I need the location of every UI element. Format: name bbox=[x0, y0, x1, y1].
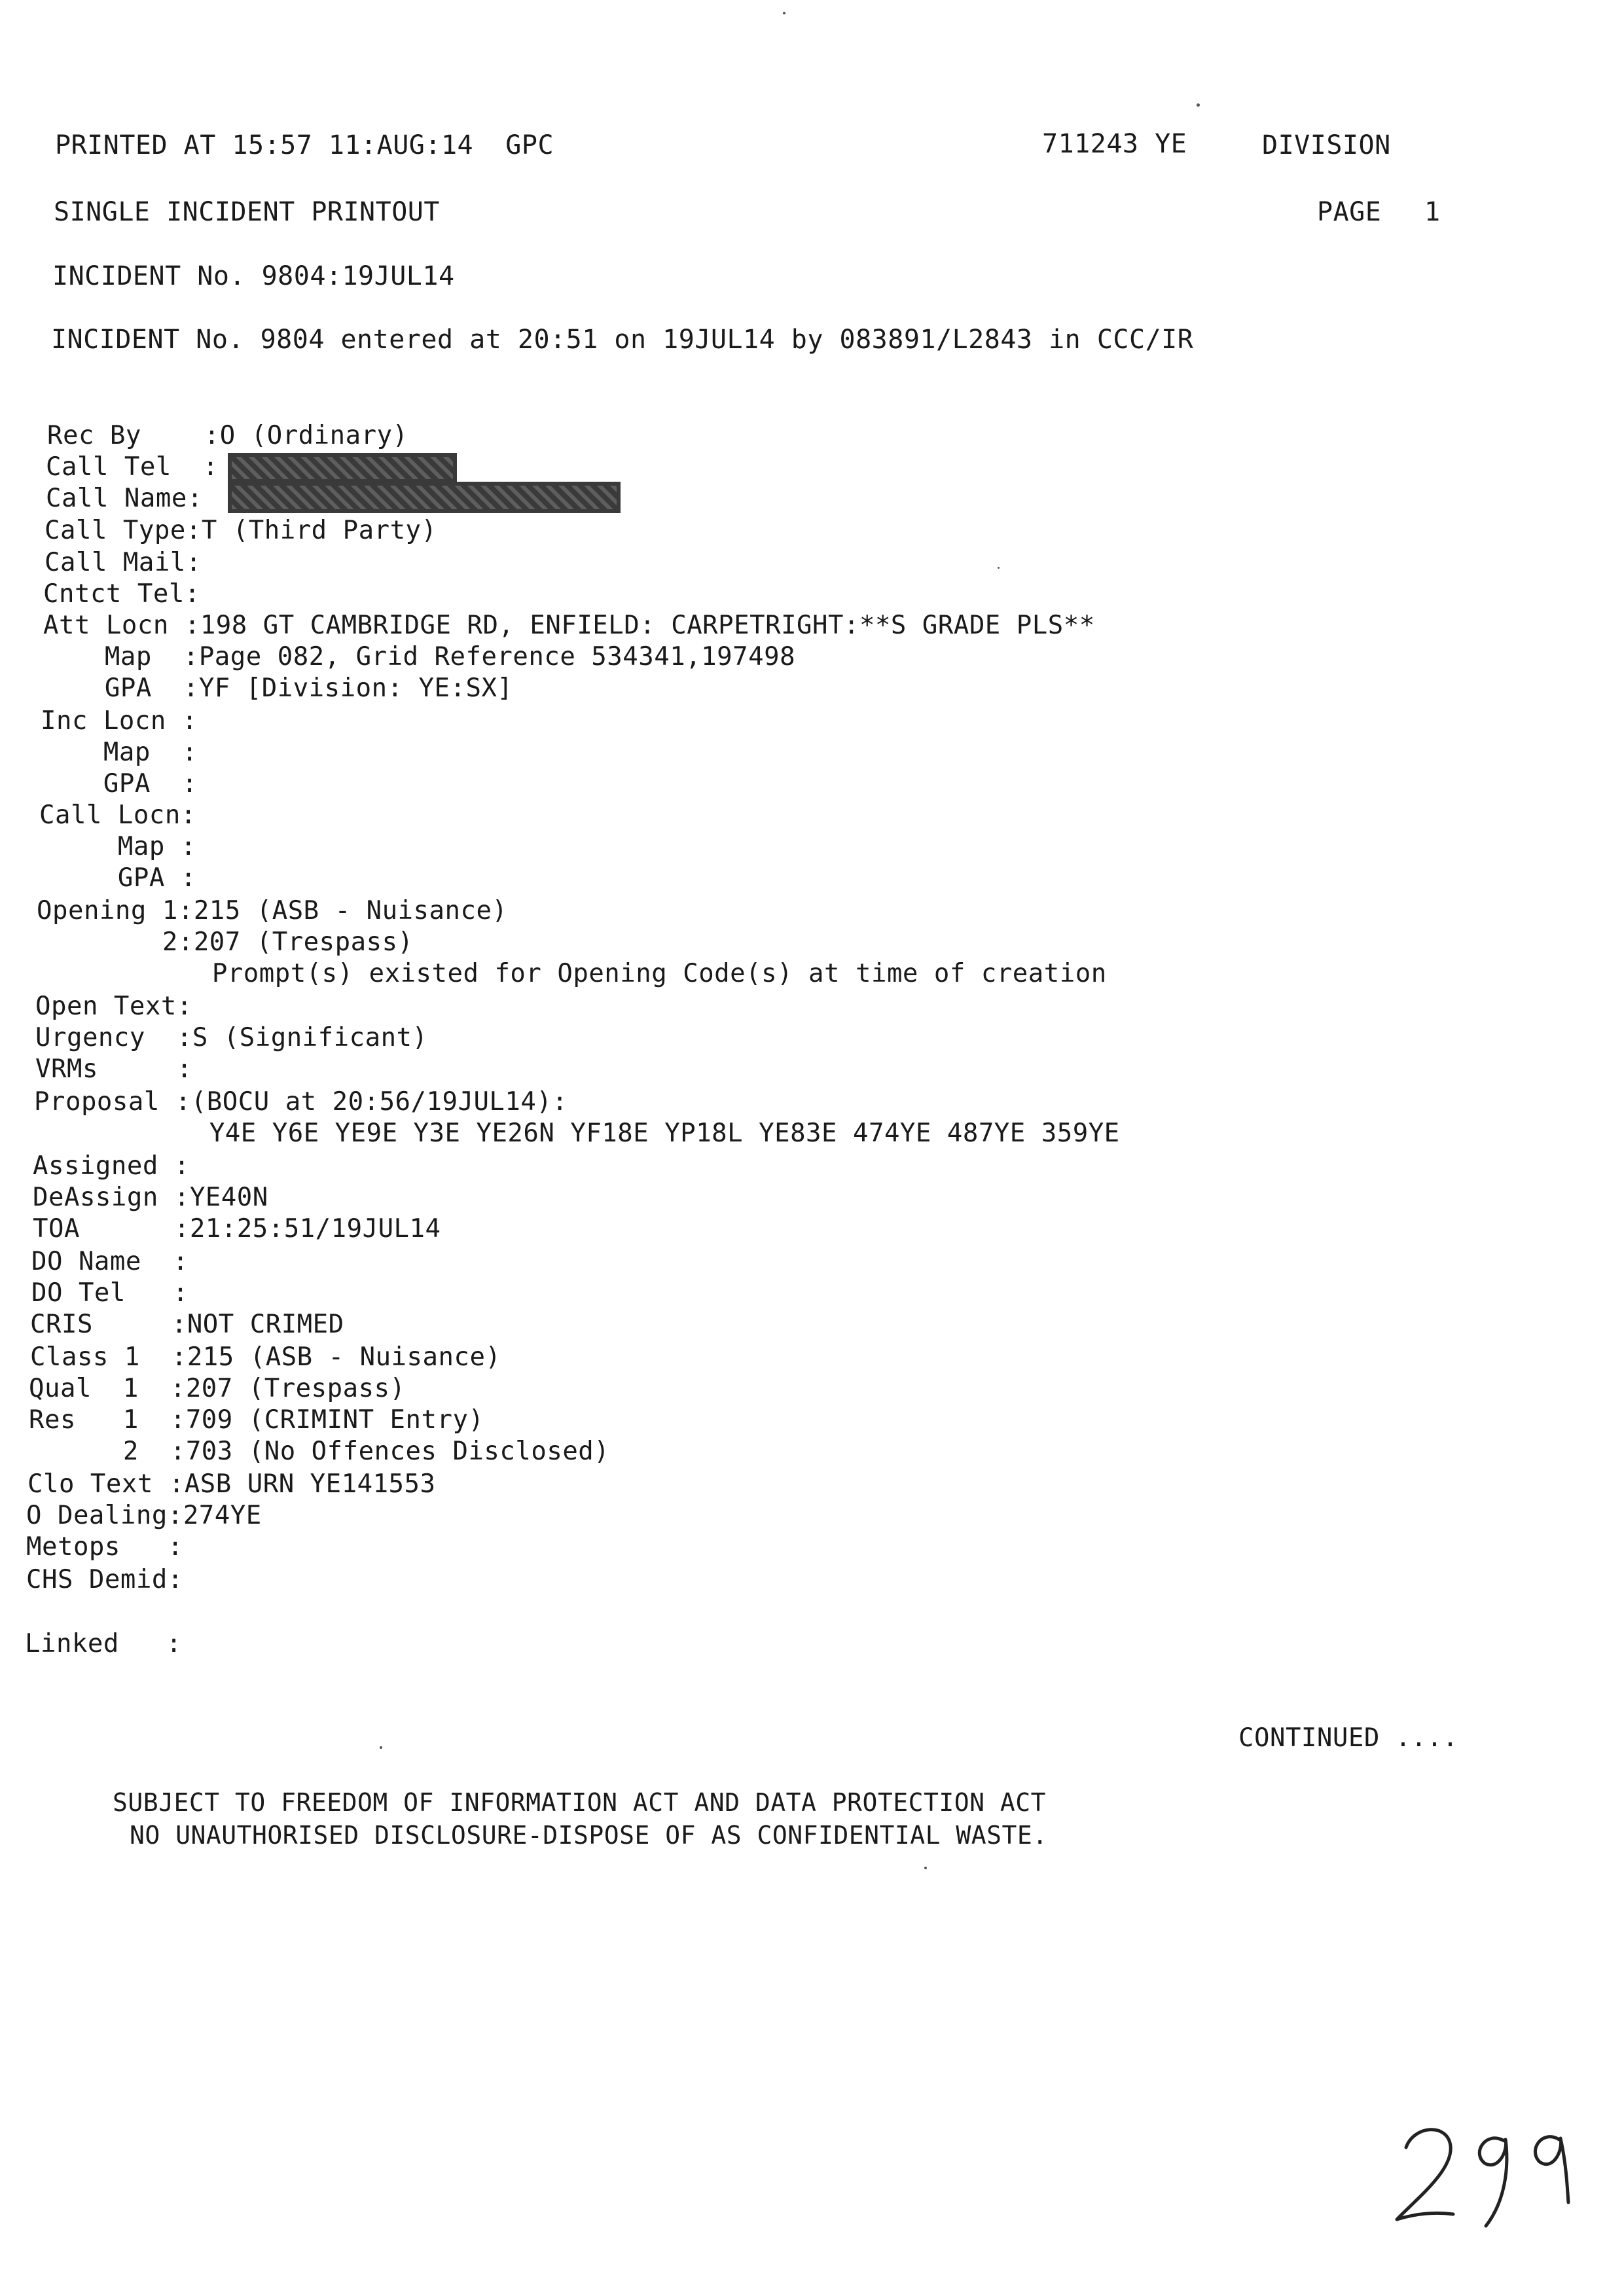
field-row bbox=[47, 420, 408, 452]
field-value: YE40N bbox=[189, 1183, 268, 1212]
field-row bbox=[35, 1022, 428, 1054]
field-row bbox=[29, 1436, 609, 1467]
field-row bbox=[43, 579, 200, 610]
linked-row bbox=[25, 1628, 182, 1660]
field-label bbox=[55, 959, 212, 988]
field-label: Call Mail: bbox=[45, 548, 202, 577]
field-label bbox=[52, 1119, 209, 1148]
field-label: Map : bbox=[39, 832, 196, 861]
field-label: Call Locn: bbox=[39, 800, 196, 830]
field-label: Proposal : bbox=[34, 1087, 191, 1117]
field-row bbox=[33, 1213, 441, 1245]
continued-marker: CONTINUED .... bbox=[1238, 1723, 1458, 1753]
field-label: GPA : bbox=[41, 769, 198, 798]
field-row bbox=[55, 958, 1107, 990]
field-row bbox=[43, 610, 1095, 641]
field-row bbox=[39, 800, 196, 831]
field-row bbox=[46, 483, 203, 514]
field-row bbox=[34, 1086, 568, 1118]
field-label: Open Text: bbox=[35, 992, 192, 1021]
scan-speck bbox=[924, 1867, 927, 1869]
field-value: ASB URN YE141553 bbox=[184, 1469, 436, 1499]
field-row bbox=[30, 1342, 501, 1373]
field-label: Cntct Tel: bbox=[43, 579, 200, 609]
field-row bbox=[39, 863, 196, 894]
field-row bbox=[31, 1278, 189, 1309]
field-label: Urgency : bbox=[35, 1023, 192, 1052]
field-label: CRIS : bbox=[30, 1310, 187, 1339]
field-row bbox=[37, 895, 507, 927]
scan-speck bbox=[783, 12, 785, 14]
field-row bbox=[26, 1500, 262, 1532]
field-row bbox=[41, 737, 198, 768]
footer-line-2: NO UNAUTHORISED DISCLOSURE-DISPOSE OF AS CONFIDENTIAL WASTE. bbox=[130, 1821, 1048, 1850]
field-label: TOA : bbox=[33, 1214, 190, 1244]
field-row bbox=[45, 515, 437, 547]
field-label: Att Locn : bbox=[43, 611, 200, 640]
incident-number: INCIDENT No. 9804:19JUL14 bbox=[52, 261, 455, 291]
field-label: Clo Text : bbox=[27, 1469, 185, 1499]
field-row bbox=[33, 1182, 268, 1213]
field-value: S (Significant) bbox=[192, 1023, 428, 1052]
field-value: 703 (No Offences Disclosed) bbox=[185, 1437, 610, 1466]
division-label: DIVISION bbox=[1262, 130, 1391, 160]
field-value: T (Third Party) bbox=[201, 516, 437, 545]
field-value: 21:25:51/19JUL14 bbox=[189, 1214, 441, 1244]
printed-at: PRINTED AT 15:57 11:AUG:14 GPC bbox=[55, 130, 554, 160]
field-value: 709 (CRIMINT Entry) bbox=[185, 1405, 484, 1435]
field-label: GPA : bbox=[39, 863, 196, 893]
field-label: Call Tel : bbox=[46, 452, 219, 482]
document-title: SINGLE INCIDENT PRINTOUT bbox=[54, 197, 440, 227]
field-row bbox=[29, 1373, 406, 1405]
field-row bbox=[46, 452, 219, 483]
field-value: O (Ordinary) bbox=[219, 421, 408, 450]
field-label: Class 1 : bbox=[30, 1342, 187, 1372]
field-value: 207 (Trespass) bbox=[185, 1374, 406, 1403]
field-label: DO Name : bbox=[31, 1247, 189, 1276]
field-row bbox=[26, 1564, 183, 1596]
field-label: DO Tel : bbox=[31, 1278, 189, 1308]
field-label: VRMs : bbox=[35, 1054, 192, 1084]
handwritten-page-number bbox=[1388, 2111, 1584, 2229]
division-ref: 711243 YE bbox=[1042, 129, 1187, 159]
field-label: Map : bbox=[42, 642, 199, 672]
field-row bbox=[42, 673, 513, 704]
field-label: 2: bbox=[37, 927, 194, 957]
field-label: Rec By : bbox=[47, 421, 220, 450]
field-value: Page 082, Grid Reference 534341,197498 bbox=[198, 642, 796, 672]
field-label: Call Name: bbox=[46, 484, 203, 513]
field-value: Prompt(s) existed for Opening Code(s) at time of creation bbox=[211, 959, 1107, 988]
field-row bbox=[33, 1151, 190, 1182]
field-value: 215 (ASB - Nuisance) bbox=[187, 1342, 501, 1372]
field-value: 207 (Trespass) bbox=[193, 927, 414, 957]
scan-speck bbox=[380, 1746, 382, 1749]
field-row bbox=[35, 991, 192, 1022]
field-label: Metops : bbox=[26, 1532, 183, 1562]
field-value: 198 GT CAMBRIDGE RD, ENFIELD: CARPETRIGHT:**S GRADE PLS** bbox=[200, 611, 1095, 640]
field-row bbox=[42, 641, 795, 673]
field-label: O Dealing: bbox=[26, 1501, 183, 1530]
field-label: Res 1 : bbox=[29, 1405, 186, 1435]
field-value: 215 (ASB - Nuisance) bbox=[193, 896, 508, 925]
scan-speck bbox=[1197, 103, 1200, 107]
field-label: GPA : bbox=[42, 673, 199, 703]
field-label: Inc Locn : bbox=[41, 706, 198, 736]
field-row bbox=[26, 1532, 183, 1563]
field-row bbox=[37, 927, 414, 958]
field-label: Call Type: bbox=[45, 516, 202, 545]
field-row bbox=[41, 768, 198, 800]
field-row bbox=[30, 1309, 344, 1340]
field-label: 2 : bbox=[29, 1437, 186, 1466]
redaction-block-call-tel bbox=[228, 453, 457, 483]
field-row bbox=[39, 831, 196, 863]
field-label: Opening 1: bbox=[37, 896, 194, 925]
field-row bbox=[45, 547, 202, 579]
field-value: (BOCU at 20:56/19JUL14): bbox=[190, 1087, 568, 1117]
field-row bbox=[31, 1246, 189, 1278]
linked-label: Linked : bbox=[25, 1629, 182, 1659]
footer-line-1: SUBJECT TO FREEDOM OF INFORMATION ACT AND DATA PROTECTION ACT bbox=[113, 1788, 1047, 1817]
field-label: CHS Demid: bbox=[26, 1565, 183, 1594]
field-label: Map : bbox=[41, 738, 198, 767]
field-label: DeAssign : bbox=[33, 1183, 190, 1212]
field-label: Qual 1 : bbox=[29, 1374, 186, 1403]
field-value: YF [Division: YE:SX] bbox=[198, 673, 513, 703]
field-value: 274YE bbox=[183, 1501, 262, 1530]
scan-speck bbox=[998, 567, 1000, 569]
field-row bbox=[27, 1469, 436, 1500]
field-row bbox=[29, 1405, 484, 1436]
redaction-block-call-name bbox=[228, 482, 621, 513]
field-row bbox=[41, 706, 198, 737]
field-label: Assigned : bbox=[33, 1151, 190, 1181]
page-label: PAGE bbox=[1317, 197, 1382, 227]
page-number: 1 bbox=[1424, 197, 1441, 227]
field-row bbox=[35, 1054, 192, 1085]
incident-entered-line: INCIDENT No. 9804 entered at 20:51 on 19JUL14 by 083891/L2843 in CCC/IR bbox=[51, 325, 1194, 355]
field-value: NOT CRIMED bbox=[187, 1310, 344, 1339]
field-row bbox=[52, 1118, 1120, 1149]
field-value: Y4E Y6E YE9E Y3E YE26N YF18E YP18L YE83E 474YE 487YE 359YE bbox=[209, 1119, 1120, 1148]
